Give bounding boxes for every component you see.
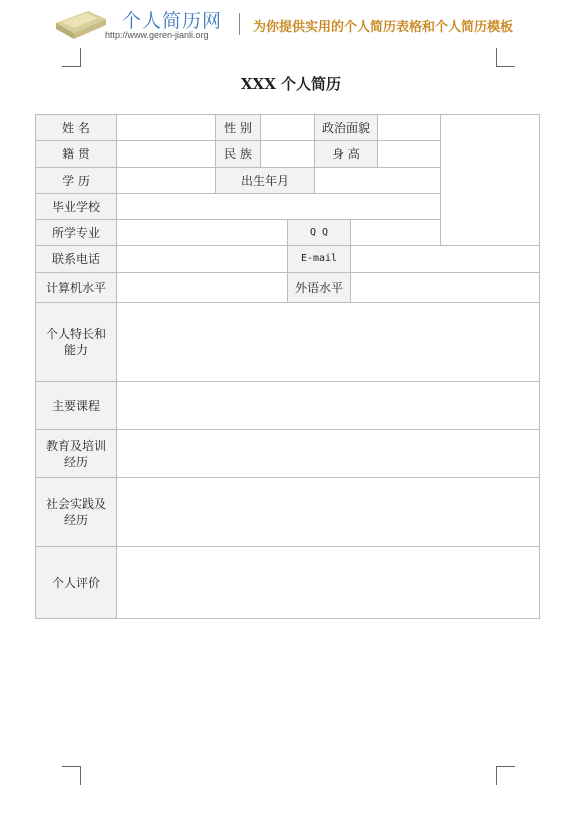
height-value[interactable] [377,140,441,168]
gender-label: 性 别 [215,114,261,141]
phone-value[interactable] [116,245,288,273]
native-place-label: 籍 贯 [35,140,117,168]
brand-name[interactable]: 个人简历网 [122,10,223,32]
gender-value[interactable] [260,114,315,141]
politics-label: 政治面貌 [314,114,378,141]
education-value[interactable] [116,167,216,194]
social-value[interactable] [116,477,540,547]
page-corner-mark [62,48,81,67]
name-label: 姓 名 [35,114,117,141]
brand-url[interactable]: http://www.geren-jianli.org [105,30,209,40]
height-label: 身 高 [314,140,378,168]
qq-label: Q Q [287,219,351,246]
courses-label: 主要课程 [35,381,117,430]
evaluation-label: 个人评价 [35,546,117,619]
ethnicity-value[interactable] [260,140,315,168]
phone-label: 联系电话 [35,245,117,273]
computer-label: 计算机水平 [35,272,117,303]
language-value[interactable] [350,272,540,303]
name-value[interactable] [116,114,216,141]
birth-value[interactable] [314,167,441,194]
site-slogan: 为你提供实用的个人简历表格和个人简历模板 [253,20,514,35]
edu-history-value[interactable] [116,429,540,478]
ethnicity-label: 民 族 [215,140,261,168]
evaluation-value[interactable] [116,546,540,619]
page-corner-mark [496,766,515,785]
native-place-value[interactable] [116,140,216,168]
school-value[interactable] [116,193,441,220]
birth-label: 出生年月 [215,167,315,194]
page-corner-mark [62,766,81,785]
qq-value[interactable] [350,219,441,246]
major-label: 所学专业 [35,219,117,246]
resume-title: XXX 个人简历 [240,75,342,93]
skills-label: 个人特长和能力 [35,302,117,382]
education-label: 学 历 [35,167,117,194]
email-value[interactable] [350,245,540,273]
politics-value[interactable] [377,114,441,141]
photo-box[interactable] [440,114,540,246]
skills-value[interactable] [116,302,540,382]
language-label: 外语水平 [287,272,351,303]
book-logo-icon [52,9,108,41]
courses-value[interactable] [116,381,540,430]
social-label: 社会实践及经历 [35,477,117,547]
email-label: E-mail [287,245,351,273]
major-value[interactable] [116,219,288,246]
page-corner-mark [496,48,515,67]
header-divider [239,13,240,35]
site-header [0,0,582,50]
school-label: 毕业学校 [35,193,117,220]
edu-history-label: 教育及培训经历 [35,429,117,478]
computer-value[interactable] [116,272,288,303]
